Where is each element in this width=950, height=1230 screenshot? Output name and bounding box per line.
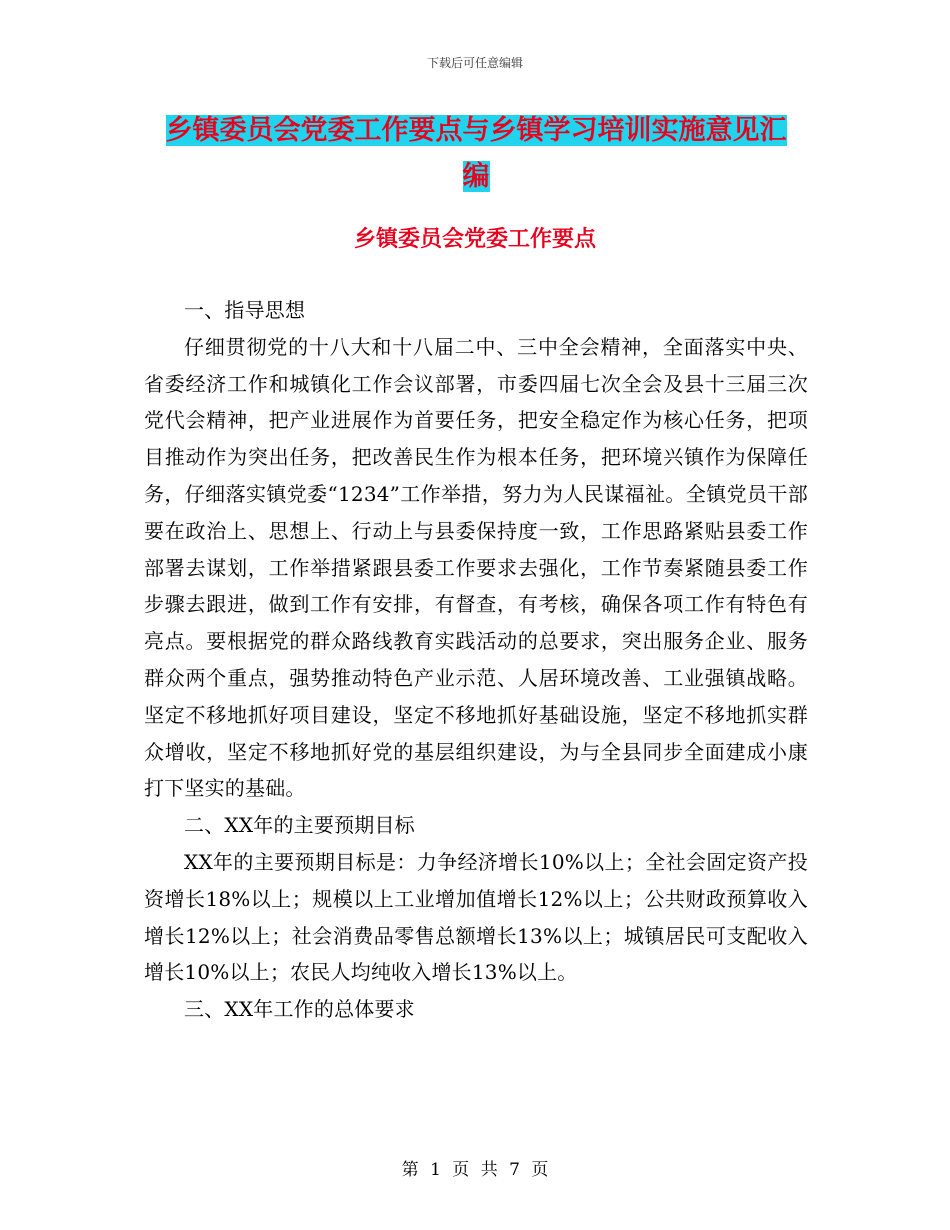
main-title-line2: 编 [462,161,490,192]
main-title [144,108,808,200]
document-body [144,292,808,1028]
header-note: 下载后可任意编辑 [426,56,523,70]
page-footer: 第 1 页 共 7 页 [401,1160,549,1180]
section-title: 乡镇委员会党委工作要点 [353,227,596,252]
heading-guiding-ideology: 一、指导思想 [184,298,306,322]
paragraph-guiding-ideology: 仔细贯彻党的十八大和十八届二中、三中全会精神，全面落实中央、省委经济工作和城镇化工作会议部署，市委四届七次全会及县十三届三次党代会精神，把产业进展作为首要任务，把安全稳定作为核心任务，把项目推动作为突出任务，把改善民生作为根本任务，把环境兴镇作为保障任务，仔细落实镇党委“1234”工作举措，努力为人民谋福祉。全镇党员干部要在政治上、思想上、行动上与县委保持度一致，工作思路紧贴县委工作部署去谋划，工作举措紧跟县委工作要求去强化，工作节奏紧随县委工作步骤去跟进，做到工作有安排，有督查，有考核，确保各项工作有特色有亮点。要根据党的群众路线教育实践活动的总要求，突出服务企业、服务群众两个重点，强势推动特色产业示范、人居环境改善、工业强镇战略。坚定不移地抓好项目建设，坚定不移地抓好基础设施，坚定不移地抓实群众增收，坚定不移地抓好党的基层组织建设，为与全县同步全面建成小康打下坚实的基础。 [144,334,808,801]
paragraph-expected-goals: XX年的主要预期目标是：力争经济增长10%以上；全社会固定资产投资增长18%以上；规模以上工业增加值增长12%以上；公共财政预算收入增长12%以上；社会消费品零售总额增长13%以上；城镇居民可支配收入增长10%以上；农民人均纯收入增长13%以上。 [144,849,808,985]
main-title-line1: 乡镇委员会党委工作要点与乡镇学习培训实施意见汇 [165,115,787,146]
heading-overall-requirements: 三、XX年工作的总体要求 [184,997,415,1022]
heading-expected-goals: 二、XX年的主要预期目标 [184,813,415,838]
